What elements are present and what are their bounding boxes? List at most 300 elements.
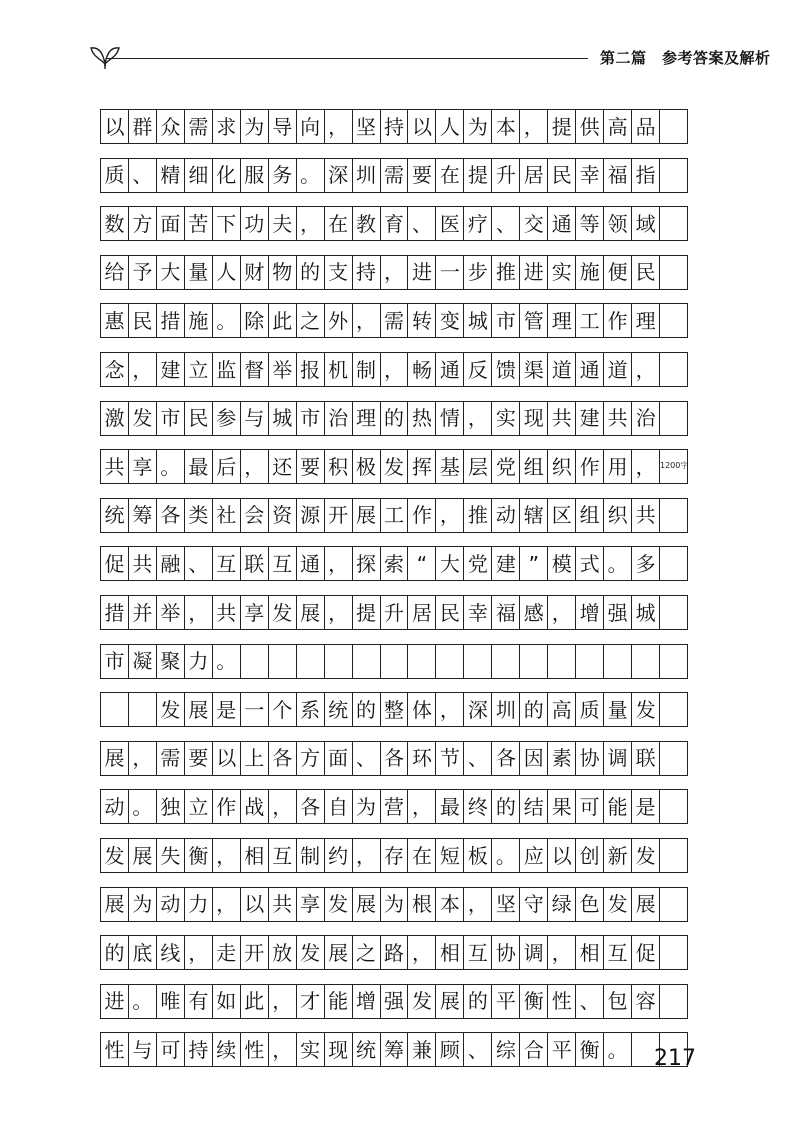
grid-cell: 还 — [269, 450, 297, 483]
grid-cell: 督 — [241, 353, 269, 386]
grid-cell: 此 — [241, 985, 269, 1018]
grid-cell: 举 — [157, 596, 185, 629]
grid-cell: 提 — [548, 110, 576, 143]
grid-cell: 底 — [129, 936, 157, 969]
grid-cell — [520, 645, 548, 678]
grid-cell — [408, 645, 436, 678]
grid-cell: 发 — [101, 839, 129, 872]
grid-cell: 容 — [632, 985, 660, 1018]
grid-cell: ， — [213, 839, 241, 872]
grid-cell: 个 — [269, 693, 297, 726]
grid-row — [100, 158, 688, 193]
grid-cell: 享 — [241, 596, 269, 629]
grid-cell: 为 — [241, 110, 269, 143]
grid-cell: 享 — [297, 888, 325, 921]
grid-cell: 探 — [353, 547, 381, 580]
grid-cell: 合 — [520, 1033, 548, 1066]
grid-cell: 实 — [548, 256, 576, 289]
word-count-marker: 1200字 — [660, 461, 689, 470]
grid-cell: 与 — [241, 402, 269, 435]
grid-cell: 措 — [101, 596, 129, 629]
grid-cell: 进 — [520, 256, 548, 289]
grid-cell: 辖 — [520, 499, 548, 532]
grid-cell: 力 — [185, 888, 213, 921]
grid-cell: 。 — [129, 985, 157, 1018]
grid-cell: ， — [464, 402, 492, 435]
grid-cell: ， — [436, 499, 464, 532]
grid-cell: 模 — [548, 547, 576, 580]
grid-cell — [241, 645, 269, 678]
grid-cell: ， — [520, 110, 548, 143]
grid-cell: 、 — [185, 547, 213, 580]
grid-cell — [269, 645, 297, 678]
grid-cell: 理 — [353, 402, 381, 435]
grid-row — [100, 644, 688, 679]
grid-cell — [660, 159, 688, 192]
grid-row — [100, 595, 688, 630]
grid-cell: 之 — [353, 936, 381, 969]
grid-cell: 社 — [213, 499, 241, 532]
grid-cell: 极 — [353, 450, 381, 483]
grid-cell: 聚 — [157, 645, 185, 678]
grid-cell: 开 — [325, 499, 353, 532]
grid-cell: 环 — [408, 742, 436, 775]
grid-cell: 管 — [520, 304, 548, 337]
grid-cell: 此 — [269, 304, 297, 337]
grid-cell: 的 — [101, 936, 129, 969]
grid-cell — [325, 645, 353, 678]
grid-cell: 作 — [576, 450, 604, 483]
grid-cell: 人 — [436, 110, 464, 143]
grid-cell: ， — [269, 790, 297, 823]
grid-cell: 能 — [604, 790, 632, 823]
grid-cell: 果 — [548, 790, 576, 823]
grid-cell: 以 — [548, 839, 576, 872]
grid-cell: 统 — [101, 499, 129, 532]
grid-cell: ， — [408, 936, 436, 969]
grid-cell: 才 — [297, 985, 325, 1018]
grid-cell: ， — [185, 936, 213, 969]
grid-cell: 夫 — [269, 207, 297, 240]
grid-cell: 持 — [353, 256, 381, 289]
grid-cell: 市 — [157, 402, 185, 435]
grid-cell: 提 — [464, 159, 492, 192]
grid-cell: 市 — [101, 645, 129, 678]
grid-cell: 人 — [213, 256, 241, 289]
grid-cell: 、 — [576, 985, 604, 1018]
grid-cell: 福 — [604, 159, 632, 192]
grid-cell: 服 — [241, 159, 269, 192]
grid-cell: 通 — [548, 207, 576, 240]
grid-cell: 最 — [436, 790, 464, 823]
grid-cell: 建 — [576, 402, 604, 435]
grid-cell — [604, 645, 632, 678]
grid-cell: 市 — [492, 304, 520, 337]
grid-cell: ， — [325, 596, 353, 629]
grid-cell: 为 — [464, 110, 492, 143]
grid-cell: 守 — [520, 888, 548, 921]
grid-cell: 作 — [604, 304, 632, 337]
grid-cell: ， — [269, 1033, 297, 1066]
grid-cell: ， — [241, 450, 269, 483]
grid-cell: 用 — [604, 450, 632, 483]
grid-cell: 域 — [632, 207, 660, 240]
grid-cell: 最 — [185, 450, 213, 483]
grid-cell: ， — [632, 353, 660, 386]
grid-cell: ， — [548, 936, 576, 969]
grid-cell: ， — [129, 742, 157, 775]
grid-cell: 强 — [381, 985, 409, 1018]
grid-cell: 存 — [381, 839, 409, 872]
grid-cell: 作 — [213, 790, 241, 823]
grid-cell: 一 — [241, 693, 269, 726]
grid-cell: 失 — [157, 839, 185, 872]
grid-cell: 相 — [576, 936, 604, 969]
grid-cell — [632, 645, 660, 678]
grid-cell: 统 — [353, 1033, 381, 1066]
grid-cell — [353, 645, 381, 678]
grid-cell: 推 — [464, 499, 492, 532]
grid-cell: 为 — [129, 888, 157, 921]
grid-cell: 支 — [325, 256, 353, 289]
grid-cell: 的 — [520, 693, 548, 726]
grid-cell: 变 — [436, 304, 464, 337]
grid-cell: 在 — [408, 839, 436, 872]
grid-cell: 素 — [548, 742, 576, 775]
grid-cell: 方 — [297, 742, 325, 775]
grid-cell: 多 — [632, 547, 660, 580]
grid-cell: 理 — [632, 304, 660, 337]
grid-cell: 为 — [353, 790, 381, 823]
grid-cell: 增 — [353, 985, 381, 1018]
grid-cell: 施 — [185, 304, 213, 337]
grid-cell: 。 — [213, 304, 241, 337]
grid-cell: 量 — [604, 693, 632, 726]
grid-cell: 后 — [213, 450, 241, 483]
grid-cell: 互 — [269, 839, 297, 872]
grid-cell: ， — [269, 985, 297, 1018]
grid-cell: 的 — [353, 693, 381, 726]
grid-cell: 工 — [381, 499, 409, 532]
grid-cell: 指 — [632, 159, 660, 192]
grid-cell: 制 — [353, 353, 381, 386]
grid-cell: ， — [381, 353, 409, 386]
grid-cell: ， — [213, 888, 241, 921]
grid-cell: 要 — [185, 742, 213, 775]
grid-cell: 众 — [157, 110, 185, 143]
grid-cell: 顾 — [436, 1033, 464, 1066]
grid-cell: 能 — [325, 985, 353, 1018]
grid-cell: 是 — [213, 693, 241, 726]
grid-cell: 兼 — [408, 1033, 436, 1066]
grid-cell: 进 — [101, 985, 129, 1018]
grid-cell: 与 — [129, 1033, 157, 1066]
grid-cell: 战 — [241, 790, 269, 823]
grid-cell: 续 — [213, 1033, 241, 1066]
grid-cell: 外 — [325, 304, 353, 337]
grid-cell: 展 — [129, 839, 157, 872]
grid-cell: 除 — [241, 304, 269, 337]
grid-cell: ， — [548, 596, 576, 629]
grid-cell: 互 — [213, 547, 241, 580]
grid-cell: 求 — [213, 110, 241, 143]
grid-cell: 参 — [213, 402, 241, 435]
grid-cell: ， — [381, 256, 409, 289]
grid-cell: 色 — [576, 888, 604, 921]
grid-cell: 城 — [632, 596, 660, 629]
grid-cell: 组 — [576, 499, 604, 532]
grid-cell: 本 — [436, 888, 464, 921]
grid-cell: 道 — [548, 353, 576, 386]
grid-cell: 。 — [297, 159, 325, 192]
grid-cell: 综 — [492, 1033, 520, 1066]
grid-cell: 需 — [185, 110, 213, 143]
grid-cell: 本 — [492, 110, 520, 143]
grid-cell: 的 — [297, 256, 325, 289]
grid-cell: 居 — [520, 159, 548, 192]
grid-cell: ， — [436, 693, 464, 726]
grid-cell: 发 — [129, 402, 157, 435]
grid-cell: 在 — [436, 159, 464, 192]
grid-cell: 为 — [381, 888, 409, 921]
grid-cell: 独 — [157, 790, 185, 823]
section-title: 第二篇 参考答案及解析 — [600, 49, 771, 67]
grid-cell: 现 — [520, 402, 548, 435]
grid-cell: 疗 — [464, 207, 492, 240]
grid-cell: 交 — [520, 207, 548, 240]
grid-row — [100, 401, 688, 436]
grid-cell: 互 — [604, 936, 632, 969]
grid-cell: 等 — [576, 207, 604, 240]
grid-cell: 以 — [101, 110, 129, 143]
grid-cell: 展 — [185, 693, 213, 726]
grid-cell: 应 — [520, 839, 548, 872]
grid-cell: 体 — [408, 693, 436, 726]
grid-cell: 性 — [548, 985, 576, 1018]
grid-cell: 促 — [101, 547, 129, 580]
grid-cell: 圳 — [353, 159, 381, 192]
grid-cell: 大 — [157, 256, 185, 289]
grid-cell: 需 — [157, 742, 185, 775]
grid-cell — [297, 645, 325, 678]
grid-cell: 向 — [297, 110, 325, 143]
grid-cell: 、 — [129, 159, 157, 192]
grid-cell: 类 — [185, 499, 213, 532]
grid-row — [100, 498, 688, 533]
grid-cell: 医 — [436, 207, 464, 240]
grid-cell: 层 — [464, 450, 492, 483]
grid-cell: 导 — [269, 110, 297, 143]
grid-cell: 育 — [381, 207, 409, 240]
grid-cell: 可 — [157, 1033, 185, 1066]
grid-cell: 根 — [408, 888, 436, 921]
grid-cell: 短 — [436, 839, 464, 872]
grid-cell — [660, 839, 688, 872]
grid-cell: ， — [632, 450, 660, 483]
grid-cell: 的 — [492, 790, 520, 823]
grid-cell: 协 — [576, 742, 604, 775]
grid-cell: 动 — [492, 499, 520, 532]
grid-cell: 展 — [297, 596, 325, 629]
grid-cell: 可 — [576, 790, 604, 823]
grid-cell: 治 — [325, 402, 353, 435]
grid-cell — [660, 693, 688, 726]
grid-cell: 作 — [408, 499, 436, 532]
grid-cell: 便 — [604, 256, 632, 289]
grid-cell: 。 — [492, 839, 520, 872]
grid-cell: 会 — [241, 499, 269, 532]
grid-cell: 化 — [213, 159, 241, 192]
grid-cell: 各 — [297, 790, 325, 823]
answer-grid — [100, 0, 688, 1129]
grid-cell: 坚 — [492, 888, 520, 921]
grid-cell: 因 — [520, 742, 548, 775]
grid-cell: 升 — [381, 596, 409, 629]
grid-cell: 展 — [325, 936, 353, 969]
grid-cell: 创 — [576, 839, 604, 872]
grid-cell: 展 — [632, 888, 660, 921]
grid-row — [100, 789, 688, 824]
grid-cell: 放 — [269, 936, 297, 969]
grid-cell: 念 — [101, 353, 129, 386]
grid-cell: 联 — [241, 547, 269, 580]
grid-cell: 资 — [269, 499, 297, 532]
grid-cell: 领 — [604, 207, 632, 240]
grid-cell: 民 — [632, 256, 660, 289]
grid-cell: 升 — [492, 159, 520, 192]
grid-cell: 坚 — [353, 110, 381, 143]
grid-cell — [492, 645, 520, 678]
grid-cell: 。 — [604, 1033, 632, 1066]
grid-cell: 立 — [185, 790, 213, 823]
grid-cell: ， — [325, 547, 353, 580]
grid-cell: 、 — [492, 207, 520, 240]
grid-cell: 以 — [408, 110, 436, 143]
grid-cell: 提 — [353, 596, 381, 629]
grid-cell: 之 — [297, 304, 325, 337]
grid-cell: 开 — [241, 936, 269, 969]
grid-cell: 包 — [604, 985, 632, 1018]
grid-cell: 城 — [464, 304, 492, 337]
grid-cell: 激 — [101, 402, 129, 435]
grid-cell: 方 — [129, 207, 157, 240]
grid-cell: 促 — [632, 936, 660, 969]
grid-cell: 、 — [464, 1033, 492, 1066]
grid-cell: 共 — [101, 450, 129, 483]
grid-cell: 走 — [213, 936, 241, 969]
grid-cell: 源 — [297, 499, 325, 532]
grid-cell: ， — [464, 888, 492, 921]
grid-cell: 高 — [548, 693, 576, 726]
grid-cell: 精 — [157, 159, 185, 192]
grid-cell: 动 — [157, 888, 185, 921]
grid-cell: 报 — [297, 353, 325, 386]
grid-cell: 民 — [185, 402, 213, 435]
grid-cell: 共 — [213, 596, 241, 629]
grid-cell: 整 — [381, 693, 409, 726]
grid-row — [100, 838, 688, 873]
grid-cell: 细 — [185, 159, 213, 192]
grid-cell — [660, 888, 688, 921]
grid-row — [100, 352, 688, 387]
grid-cell: 享 — [129, 450, 157, 483]
grid-cell: 高 — [604, 110, 632, 143]
grid-cell: 力 — [185, 645, 213, 678]
grid-cell: 举 — [269, 353, 297, 386]
grid-cell: 以 — [213, 742, 241, 775]
grid-cell: 面 — [325, 742, 353, 775]
grid-cell: 组 — [520, 450, 548, 483]
grid-cell: 线 — [157, 936, 185, 969]
grid-cell: 幸 — [464, 596, 492, 629]
grid-cell: 情 — [436, 402, 464, 435]
grid-cell: 融 — [157, 547, 185, 580]
grid-cell: 凝 — [129, 645, 157, 678]
grid-cell: 立 — [185, 353, 213, 386]
grid-cell: 各 — [381, 742, 409, 775]
grid-cell: ， — [185, 596, 213, 629]
grid-cell: 展 — [353, 888, 381, 921]
grid-row — [100, 692, 688, 727]
grid-cell: 路 — [381, 936, 409, 969]
grid-cell: 要 — [408, 159, 436, 192]
grid-cell: 结 — [520, 790, 548, 823]
grid-cell: 。 — [604, 547, 632, 580]
grid-cell: 共 — [632, 499, 660, 532]
grid-cell: 筹 — [129, 499, 157, 532]
grid-cell: 施 — [576, 256, 604, 289]
grid-cell: 动 — [101, 790, 129, 823]
grid-cell: ” — [520, 547, 548, 580]
grid-cell: 协 — [492, 936, 520, 969]
grid-cell: 衡 — [185, 839, 213, 872]
grid-cell — [660, 596, 688, 629]
grid-cell: 相 — [436, 936, 464, 969]
grid-cell: 热 — [408, 402, 436, 435]
grid-cell: 理 — [548, 304, 576, 337]
grid-cell: 织 — [548, 450, 576, 483]
grid-cell — [660, 402, 688, 435]
grid-cell — [464, 645, 492, 678]
grid-cell: 共 — [548, 402, 576, 435]
grid-cell: 、 — [353, 742, 381, 775]
grid-row — [100, 887, 688, 922]
grid-cell — [129, 693, 157, 726]
grid-cell: 面 — [157, 207, 185, 240]
grid-cell: 的 — [381, 402, 409, 435]
grid-cell — [576, 645, 604, 678]
grid-cell: 数 — [101, 207, 129, 240]
grid-cell: 渠 — [520, 353, 548, 386]
grid-cell: 反 — [464, 353, 492, 386]
grid-cell: 发 — [632, 693, 660, 726]
grid-cell: 共 — [269, 888, 297, 921]
grid-cell: 新 — [604, 839, 632, 872]
grid-cell: 是 — [632, 790, 660, 823]
grid-cell — [436, 645, 464, 678]
grid-cell: 馈 — [492, 353, 520, 386]
grid-cell: 惠 — [101, 304, 129, 337]
grid-cell: 上 — [241, 742, 269, 775]
grid-cell: 唯 — [157, 985, 185, 1018]
grid-cell: ， — [297, 207, 325, 240]
grid-cell: 发 — [157, 693, 185, 726]
grid-cell: 予 — [129, 256, 157, 289]
grid-cell: 幸 — [576, 159, 604, 192]
grid-cell: 发 — [381, 450, 409, 483]
grid-cell: 调 — [604, 742, 632, 775]
grid-cell: 深 — [464, 693, 492, 726]
